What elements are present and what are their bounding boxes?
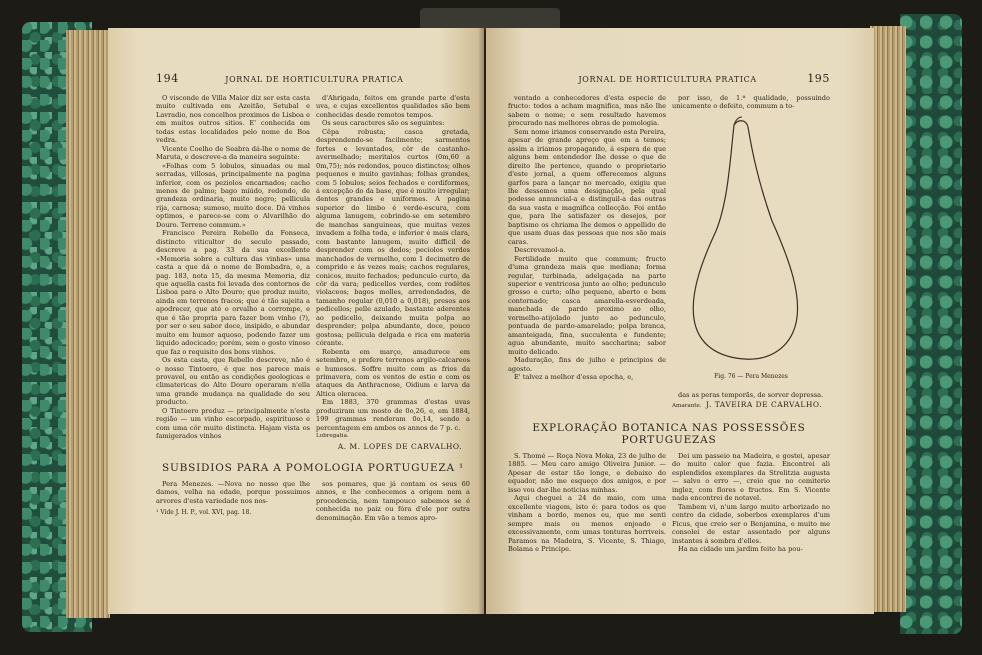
pear-outline-illustration — [672, 111, 822, 371]
paragraph: Francisco Pereira Rebello da Fonseca, distincto viticultor do seculo passado, descreve a pag. 33 da sua excellente «Memoria sobre a cultura das vinhas» uma casta a que dá o nome de Bombadra, e, a pag. 183, nota 15, da mesma Memoria, diz que aquella casta foi levada dos contornos de Lisboa para o Alto Douro; que produz muito, ainda em terrenos fracos; que é tão sujeita a apodrecer, que até o orvalho a corrompe, e que é tão propria para fazer bom vinho (?), por ser o seu sabor doce, insipido, e abundar muito em humor aquoso, podendo fazer um liquido adocicado; porém, sem o gosto vinoso que faz o requisito dos bons vinhos. — [156, 229, 310, 356]
section-column-b — [316, 480, 470, 530]
paragraph: O Tintoero produz — principalmente n'esta região — um vinho escorpado, espirituoso e com uma côr muito distincta. Hajam vista os famigerados vinhos — [156, 406, 310, 441]
section-body — [508, 452, 830, 572]
footnote: ¹ Vide J. H. P., vol. XVI, pag. 18. — [156, 509, 252, 517]
paragraph: d'Ahrigada, feitos em grande parte d'esta uva, e cujas excellentes qualidades são bem conhecidas desde remotos tempos. — [316, 94, 470, 119]
page-number-right: 195 — [807, 72, 830, 85]
paragraph: sos pomares, que já contam os seus 60 annos, e lhe conhecemos a origem nem a procedencia, nem tampouco sabemos se é conhecida no paiz ou fóra d'ele por outra denominação. Em vão a temos apro- — [316, 480, 470, 522]
paragraph: Vicente Coelho de Seabra dá-lhe o nome de Maruta, e descreve-a da maneira seguinte: — [156, 144, 310, 162]
section-column-a — [508, 452, 666, 572]
paragraph: «Folhas com 5 lobulos, sinuadas ou mal serradas, villosas, principalmente na pagina inferior, com os peziolos encarnados; cacho menos de palmo; bago miúdo, redondo, de grandeza ordinaria, muito negro; pellicula rija, carnosa; sumoso, muito doce. Dá vinhos optimos, e parece-se com o Alvarilhão do Douro. Terreno commum.» — [156, 161, 310, 229]
page-number-left: 194 — [156, 72, 179, 85]
section-columns — [156, 480, 470, 530]
left-column-a — [156, 94, 310, 454]
left-columns — [156, 94, 470, 454]
running-head-right — [508, 72, 830, 84]
section-title: EXPLORAÇÃO BOTANICA NAS POSSESSÕES PORTUGUEZAS — [532, 422, 806, 446]
page-edges-right — [870, 26, 906, 612]
paragraph: O visconde de Villa Maior diz ser esta casta muito cultivada em Azeitão, Setubal e Lavradio, nos concelhos proximos de Lisboa e em muitos outros sitios. E' conhecida em todas estas localidades pelo nome de Boa vedra. — [156, 94, 310, 145]
right-page — [486, 28, 874, 614]
article-signature: A. M. LOPES DE CARVALHO. — [337, 441, 462, 451]
paragraph: Pera Menezes. —Nova no nosso que lhe damos, velha na edade, porque possuimos arvores d'esta variedade nos nos- — [156, 480, 310, 505]
paragraph: Em 1883, 370 grammas d'estas uvas produziram um mosto de 0o,26, e, em 1884, 199 grammas renderam 0o,14, sendo a percentagem em ambos os annos de 7 p. c. — [316, 398, 470, 432]
pear-figure — [672, 111, 830, 391]
right-column-b — [672, 94, 830, 414]
running-head-left — [156, 72, 470, 84]
page-edges-left — [66, 30, 110, 618]
paragraph: por isso, de 1.ª qualidade, possuindo unicamente o defeito, commum a to- — [672, 94, 830, 111]
figure-caption: Fig. 76 — Pera Menezes — [714, 372, 788, 380]
left-column-b — [316, 94, 470, 454]
right-columns — [508, 94, 830, 414]
place-note: Amarante. — [672, 403, 702, 410]
paragraph: Dei um passeio na Madeira, e gostei, apesar do muito calor que fazia. Encontrei ali esplendidos exemplares da Strelitzia augusta — salvo o erro —, creio que no cemiterio inglez, com flores e fructos. Em S. Vicente nada encontrei de notavel. — [672, 452, 830, 503]
paragraph: Os esta casta, que Rebello descreve, não é o nosso Tintoero, é que nos parece mais provavel, ou então as condições geologicas e climatericas do Alto Douro operaram n'ella uma grande mudança na qualidade do seu producto. — [156, 356, 310, 407]
paragraph: S. Thomé — Roça Nova Moka, 23 de julho de 1885. — Meu caro amigo Oliveira Junior. — Apesar de estar tão longe, e debaixo do equador, não me esqueço dos amigos, e por isso vou dar-lhe noticias minhas. — [508, 452, 666, 494]
paragraph: Ha na cidade um jardim feito ha pou- — [678, 544, 803, 553]
left-page — [108, 28, 484, 614]
paragraph: Aqui cheguei a 24 de maio, com uma excellente viagem, isto é: para todos os que vinham a bordo, menos eu, que me senti sempre mais ou menos enjoado e excessivamente, com umas tonturas horriveis. Paramos na Madeira, S. Vicente, S. Thiago, Bolama e Principe. — [508, 494, 666, 553]
running-head-title-right: JORNAL DE HORTICULTURA PRATICA — [578, 75, 757, 84]
paragraph: ventado a conhecedores d'esta especie de fructo: todos a acham magnifica, mas não lhe sabem o nome; e sem resultado havemos procurado nas melhores obras de pomologia. — [508, 94, 666, 128]
paragraph: Tambem vi, n'um largo muito arborizado no centro da cidade, soberbos exemplares d'um Ficus, que creio ser o Benjamina, e muito me consolei de estar assentado por alguns instantes á sombra d'elles. — [672, 502, 830, 545]
running-head-title-left: JORNAL DE HORTICULTURA PRATICA — [225, 75, 404, 84]
paragraph: Maduração, fins de julho e principios de agosto. — [508, 356, 666, 373]
paragraph: E' talvez a melhor d'essa epocha, e, — [514, 372, 634, 381]
paragraph: Sem nome iriamos conservando esta Pereira, apesar de grande apreço que em a temos; assim a iriamos propagando, á espera de que alguns bem entendedor lhe desse o que de direito lhe pertence, quando o proprietario d'este jornal, a quem offerecemos alguns garfos para a lançar no mercado, exigiu que lhe dessemos uma designação, pela qual podesse annuncial-a e distinguil-a das outras da sua vasta e magnifica collecção. Foi então que, para lhe satisfazer os desejos, por baptismo os chriama lhe demos o appellido de que usam duas das pessoas que nos são mais caras. — [508, 127, 666, 246]
paragraph: Cêpa robusta; casca gretada, desprendendo-se facilmente; sarmentos fortes e levantados, côr de castanho-avermelhado; meritalos curtos (0m,60 a 0m,75); nós redondos, pouco distinctos; olhos pequenos e muito gavinhas; folhas grandes, com 5 lobulos; seios fechados e cordiformes, á excepção do da base, que é muito irregular; dentes grandes e uniformes. A pagina superior do limbo é verde-escura, com alguma lanugem, cobrindo-se em setembro de manchas sanguineas, que muitas vezes invadem a folha toda, e inferior é mais clara, com bastante lanugem, muito difficil de desprender com os dedos; peciolos verdes manchados de vermelho, com 1 decimetro de comprido e ás vezes mais; cachos regulares, conicos, muito fechados; pedunculo curto, da côr da vara; pedicellos verdes, com rodêtes violaceos; bagos molles, arredondados, de tamanho regular (0,010 a 0,018), presos aos pedicellos; pelle azulado, bastante aderentes ao pedicello, deixando muita polpa ao desprender; polpa abundante, doce, pouco gostosa; pellicula delgada e rica em materia córante. — [316, 127, 470, 348]
paragraph: Os seus caracteres são os seguintes: — [322, 119, 445, 128]
paragraph: das as peras temporãs, de sorver depressa. — [678, 390, 824, 399]
article-signature: J. TAVEIRA DE CARVALHO. — [706, 400, 822, 410]
section-title: SUBSIDIOS PARA A POMOLOGIA PORTUGUEZA ¹ — [161, 462, 465, 474]
section-column-b — [672, 452, 830, 572]
paragraph: Descrevamol-a. — [514, 246, 566, 255]
paragraph: Fertilidade muito que commum; fructo d'uma grandeza mais que mediana; forma regular, turbinada, adelgaçada na parte superior e ventricosa junto ao olho; pedunculo grosso e curto; olho pequeno, aberto e bem contornado; casca amarella-esverdeada, manchada de pardo proximo ao olho, vermelho-atijolado junto ao pedunculo, pontuada de pardo-amarelado; polpa branca, amanteigada, fina, succulenta e fundente; agua abundante, muito saccharina; sabor muito delicado. — [508, 254, 666, 356]
book-spine — [420, 8, 560, 30]
section-column-a — [156, 480, 310, 530]
right-column-a — [508, 94, 666, 414]
place-note: Lobregatia. — [316, 433, 349, 440]
paragraph: Rebenta em março, amadurece em setembro, e prefere terrenos argilo-calcareos e humosos. Soffre muito com as frios da primavera, com os ventos de estio e com os ataques da Anthracnose, Oidium e larva da Altica oleracea. — [316, 347, 470, 398]
book-cover-right — [900, 14, 962, 634]
